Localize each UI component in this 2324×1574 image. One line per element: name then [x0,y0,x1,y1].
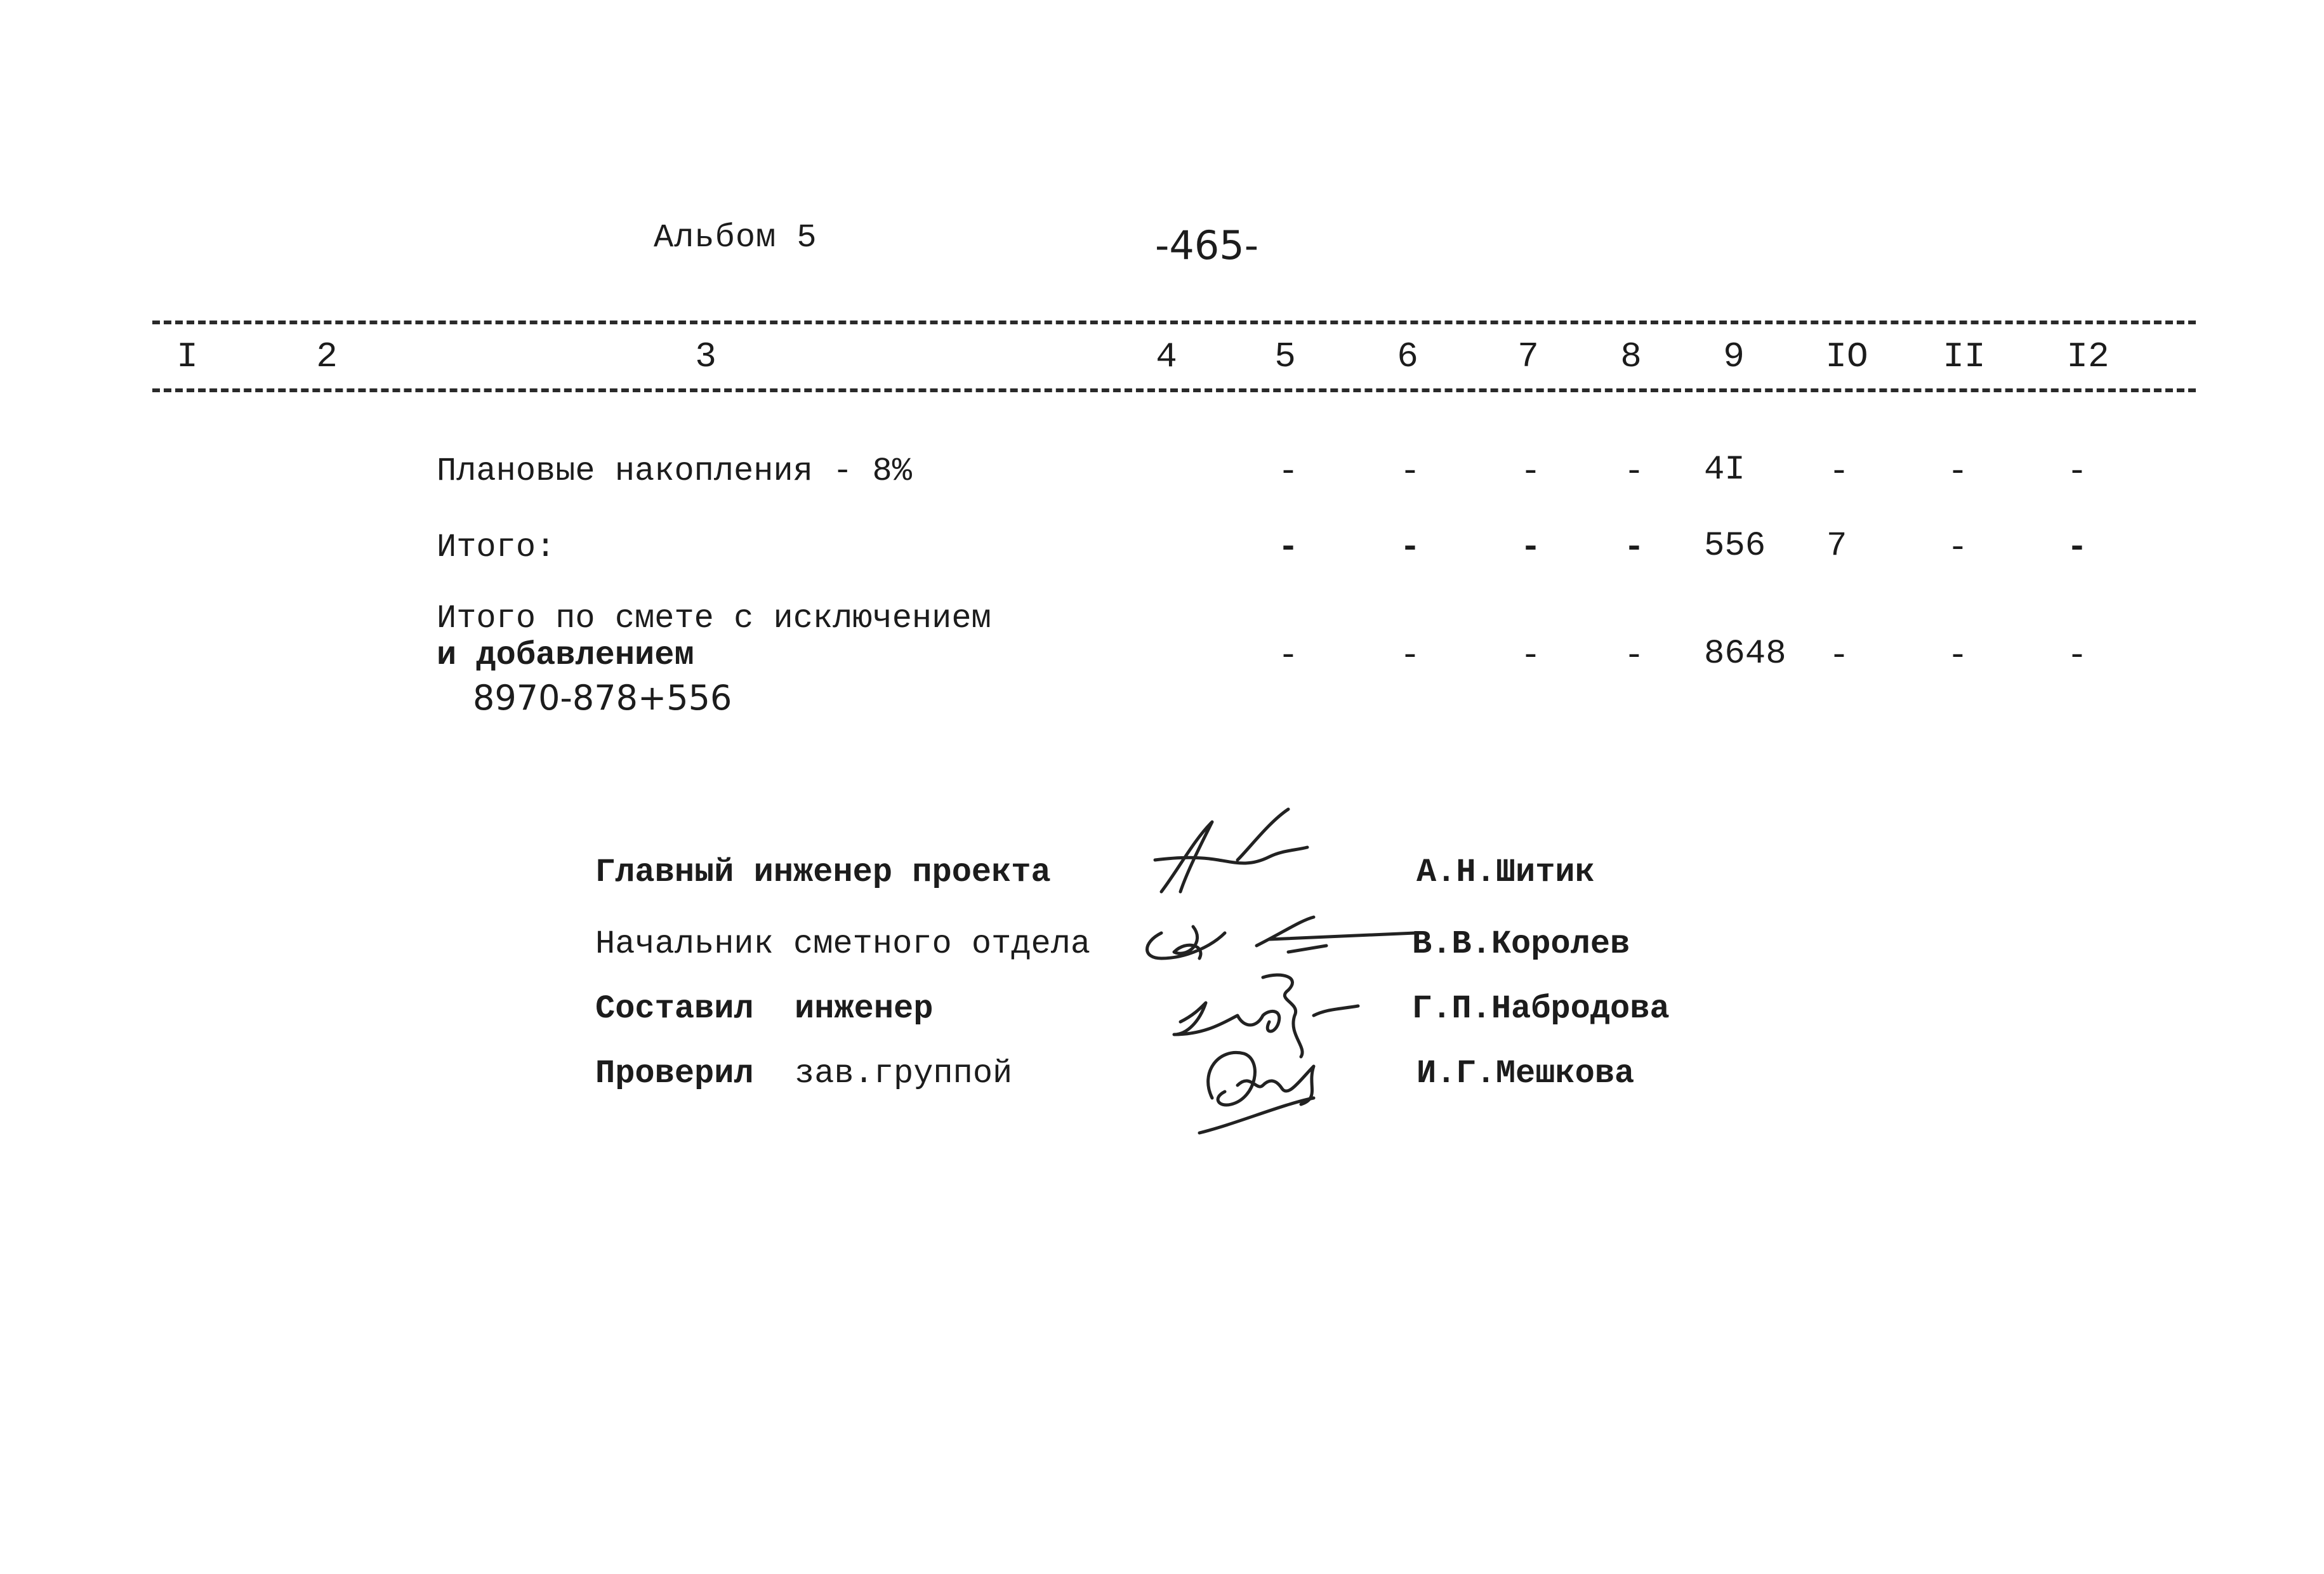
column-header-6: 6 [1397,336,1418,377]
row3-col6: - [1399,637,1421,675]
row1-col5: - [1278,453,1299,491]
signature-name-estimate-head: В.В.Королев [1412,925,1630,963]
row-label-planned-savings: Плановые накопления - 8% [437,453,912,490]
signature-title-compiled-role: инженер [795,990,934,1028]
row2-col5: - [1278,529,1299,567]
row2-col11: - [1947,529,1969,567]
column-header-10: IO [1825,336,1868,377]
row-formula: 8970-878+556 [473,678,732,718]
header-rule-top [152,321,2196,324]
row3-col10: - [1828,637,1850,675]
row2-col7: - [1520,529,1542,567]
row1-col7: - [1520,453,1542,491]
header-rule-bottom [152,388,2196,392]
column-header-3: 3 [695,336,716,377]
row1-col12: - [2066,453,2088,491]
column-header-4: 4 [1156,336,1177,377]
signature-title-checked-by: Проверил [595,1055,754,1092]
row-label-total: Итого: [437,529,556,566]
column-header-1: I [176,336,198,377]
row1-col9: 4I [1704,451,1745,489]
row1-col8: - [1623,453,1645,491]
column-header-5: 5 [1274,336,1296,377]
signature-name-chief-engineer: А.Н.Шитик [1416,854,1595,891]
row2-col6: - [1399,529,1421,567]
row-label-estimate-total-line1: Итого по смете с исключением [437,600,991,637]
signature-name-checked-by: И.Г.Мешкова [1416,1055,1635,1092]
signature-title-checked-role: зав.группой [795,1055,1013,1092]
album-label: Альбом 5 [654,219,817,256]
row1-col6: - [1399,453,1421,491]
signature-title-compiled-by: Составил [595,990,754,1028]
row3-col5: - [1278,637,1299,675]
row1-col11: - [1947,453,1969,491]
column-header-11: II [1943,336,1986,377]
signature-title-chief-engineer: Главный инженер проекта [595,854,1051,891]
row2-col10: 7 [1826,527,1847,565]
row-label-estimate-total-line2: и добавлением [437,637,694,674]
row1-col10: - [1828,453,1850,491]
column-header-7: 7 [1517,336,1539,377]
column-header-8: 8 [1620,336,1642,377]
handwritten-signature-4 [1187,1028,1352,1142]
page-number: -465- [1155,222,1259,268]
row2-col12: - [2066,529,2088,567]
row3-col9: 8648 [1704,635,1786,673]
column-header-12: I2 [2066,336,2109,377]
row3-col8: - [1623,637,1645,675]
row2-col8: - [1623,529,1645,567]
signature-title-estimate-head: Начальник сметного отдела [595,925,1091,963]
row3-col12: - [2066,637,2088,675]
signature-name-compiled-by: Г.П.Набродова [1412,990,1670,1028]
row3-col7: - [1520,637,1542,675]
row2-col9: 556 [1704,527,1766,565]
column-header-2: 2 [316,336,338,377]
column-header-9: 9 [1723,336,1745,377]
row3-col11: - [1947,637,1969,675]
handwritten-signature-1 [1142,797,1333,911]
